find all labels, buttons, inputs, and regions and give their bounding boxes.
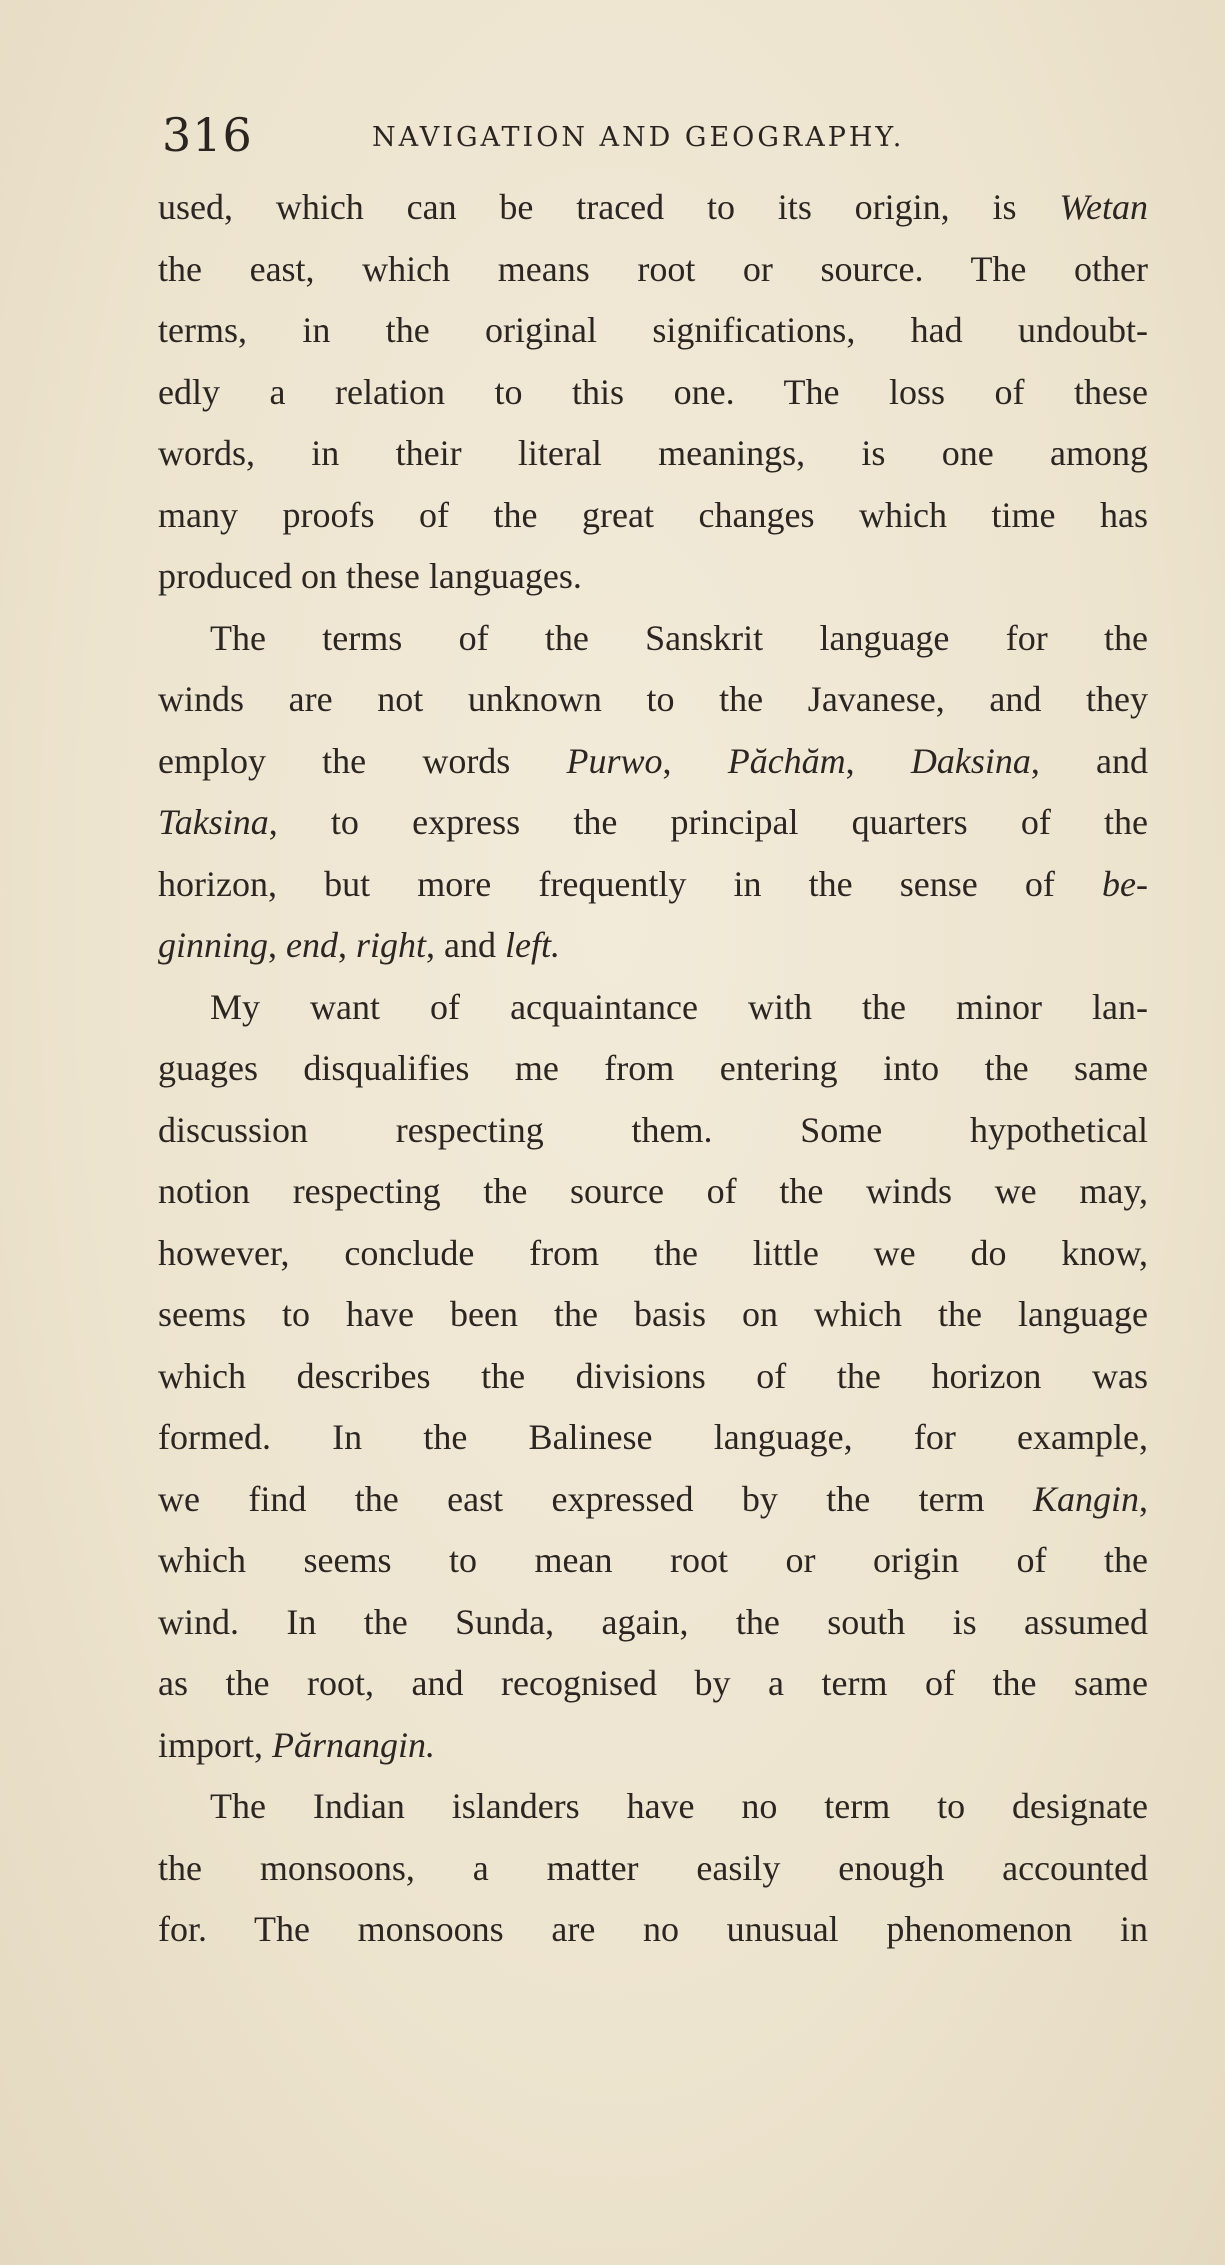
text-segment: guages disqualifies me from entering into the same	[158, 1048, 1148, 1088]
text-segment: notion respecting the source of the winds we may,	[158, 1171, 1148, 1211]
text-segment: words, in their literal meanings, is one among	[158, 433, 1148, 473]
text-line	[158, 1776, 1148, 1838]
text-line	[158, 239, 1148, 301]
text-line	[158, 485, 1148, 547]
italic-text: Wetan	[1059, 187, 1148, 227]
text-segment: many proofs of the great changes which time has	[158, 494, 1148, 535]
text-segment: wind. In the Sunda, again, the south is assumed	[158, 1601, 1148, 1642]
text-segment: produced on these languages.	[158, 556, 582, 596]
text-segment: import,	[158, 1724, 272, 1765]
text-segment: The Indian islanders have no term to designate	[210, 1786, 1148, 1826]
italic-text: Purwo	[566, 740, 663, 781]
page-header	[162, 108, 1042, 168]
text-line	[158, 854, 1148, 916]
text-line	[158, 1899, 1148, 1961]
text-segment: discussion respecting them. Some hypothetical	[158, 1109, 1148, 1150]
text-line	[158, 1161, 1148, 1223]
text-line	[158, 362, 1148, 424]
running-title: NAVIGATION AND GEOGRAPHY.	[372, 122, 905, 153]
text-line	[158, 1653, 1148, 1715]
text-line	[158, 1530, 1148, 1592]
text-line	[158, 915, 1148, 977]
italic-text: ginning	[158, 925, 269, 965]
italic-text: be-	[1102, 863, 1148, 904]
text-segment: My want of acquaintance with the minor lan-	[210, 986, 1148, 1027]
text-line	[158, 1038, 1148, 1100]
text-segment: the east, which means root or source. The other	[158, 248, 1148, 289]
text-line	[158, 1407, 1148, 1469]
text-segment: ,	[1139, 1478, 1148, 1519]
text-segment: , to express the principal quarters of the	[268, 802, 1148, 842]
text-segment: horizon, but more frequently in the sense of	[158, 863, 1103, 904]
text-segment: ,	[662, 740, 728, 781]
italic-text: Kangin	[1032, 1478, 1139, 1519]
text-segment: for. The monsoons are no unusual phenomenon in	[158, 1909, 1148, 1949]
text-line	[158, 792, 1148, 854]
text-segment: edly a relation to this one. The loss of these	[158, 371, 1148, 412]
text-line	[158, 1592, 1148, 1654]
text-line	[158, 1100, 1148, 1162]
italic-text: Daksina	[910, 740, 1031, 781]
text-segment: terms, in the original significations, had undoubt-	[158, 310, 1148, 350]
text-line	[158, 1469, 1148, 1531]
text-segment: winds are not unknown to the Javanese, and they	[158, 679, 1148, 719]
text-segment: which seems to mean root or origin of the	[158, 1540, 1148, 1580]
text-segment: ,	[338, 925, 356, 965]
text-segment: ,	[845, 740, 911, 781]
text-line	[158, 1223, 1148, 1285]
text-line	[158, 300, 1148, 362]
text-line	[158, 977, 1148, 1039]
text-segment: used, which can be traced to its origin, is	[158, 187, 1060, 227]
text-segment: as the root, and recognised by a term of the same	[158, 1663, 1148, 1703]
text-line	[158, 608, 1148, 670]
text-segment: however, conclude from the little we do know,	[158, 1232, 1148, 1273]
text-segment: which describes the divisions of the horizon was	[158, 1355, 1148, 1396]
text-segment: we find the east expressed by the term	[158, 1478, 1033, 1519]
text-segment: employ the words	[158, 740, 567, 781]
italic-text: Păchăm	[727, 740, 846, 781]
text-line	[158, 546, 1148, 608]
text-line	[158, 423, 1148, 485]
text-line	[158, 669, 1148, 731]
text-line	[158, 1715, 1148, 1777]
page-number: 316	[162, 108, 253, 162]
text-segment: the monsoons, a matter easily enough accounted	[158, 1847, 1148, 1888]
text-line	[158, 1284, 1148, 1346]
text-segment: seems to have been the basis on which the language	[158, 1294, 1148, 1334]
italic-text: Taksina	[158, 802, 269, 842]
text-line	[158, 1346, 1148, 1408]
text-line	[158, 177, 1148, 239]
text-segment: ,	[268, 925, 287, 965]
text-line	[158, 731, 1148, 793]
italic-text: left.	[505, 925, 560, 965]
italic-text: end	[286, 925, 338, 965]
text-segment: formed. In the Balinese language, for example,	[158, 1417, 1148, 1457]
text-segment: The terms of the Sanskrit language for the	[210, 617, 1148, 658]
text-segment: , and	[1030, 740, 1149, 781]
body-text	[158, 177, 1148, 1961]
italic-text: right	[356, 925, 427, 965]
italic-text: Părnangin.	[272, 1724, 436, 1765]
text-line	[158, 1838, 1148, 1900]
text-segment: , and	[426, 925, 505, 965]
